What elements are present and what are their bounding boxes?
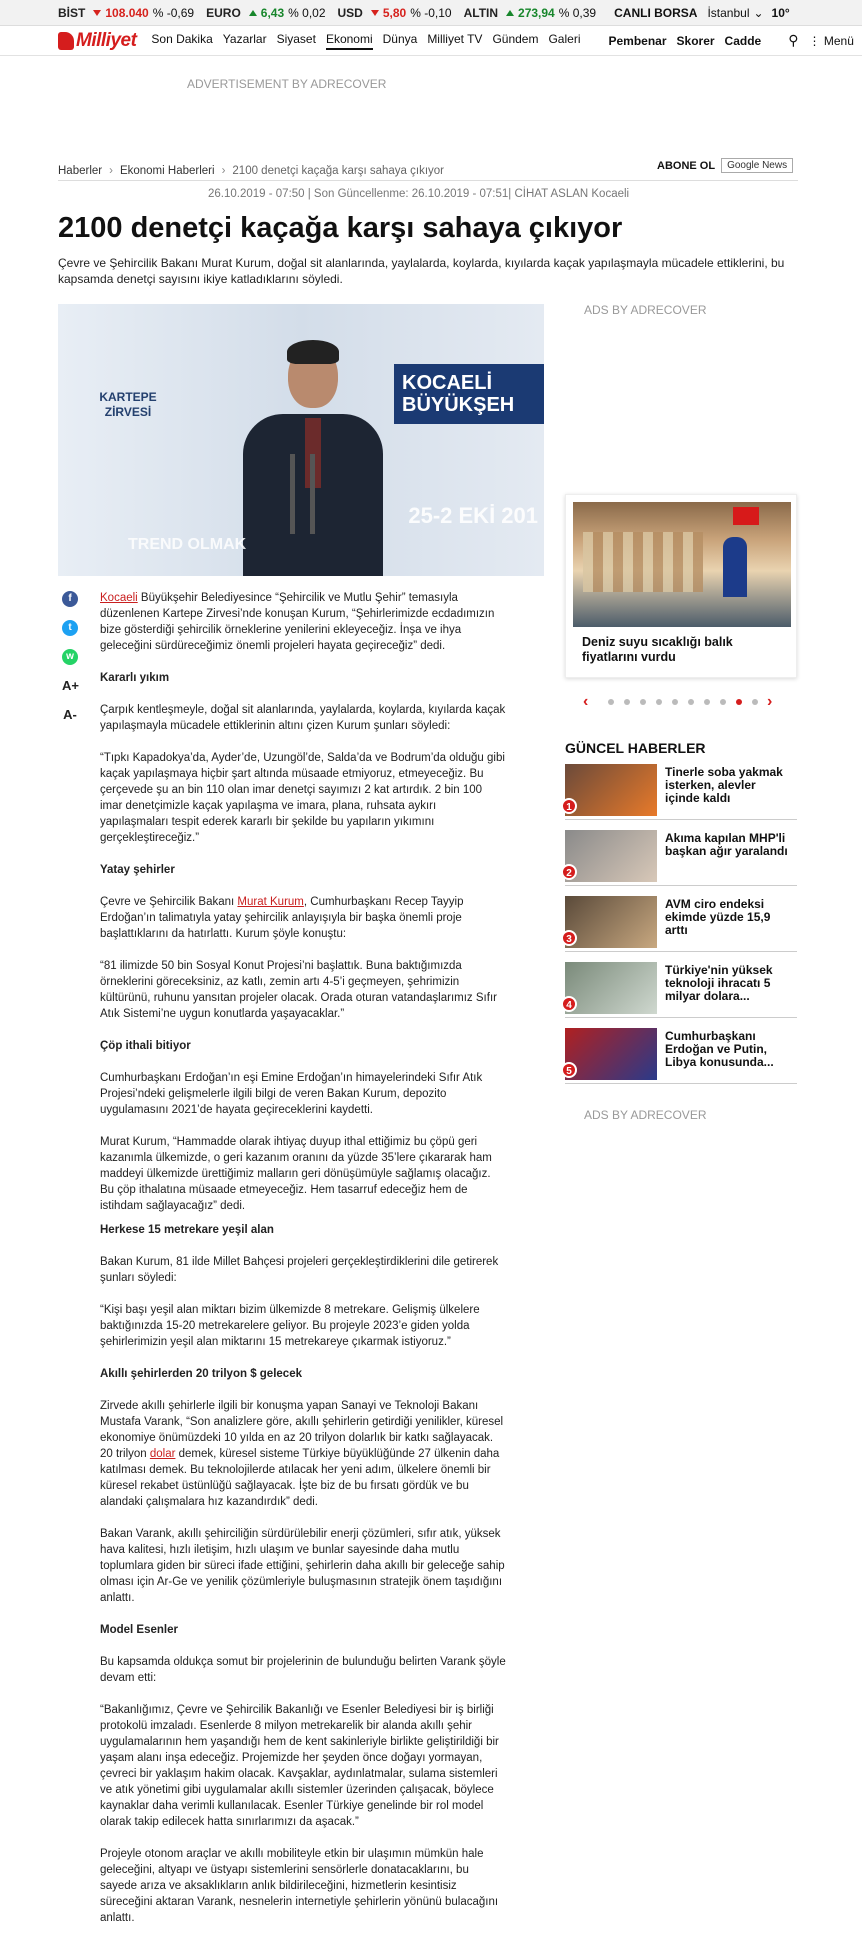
logo-mark-icon <box>58 32 74 50</box>
subheading: Model Esenler <box>100 1624 178 1636</box>
arrow-down-icon <box>371 10 379 16</box>
search-icon[interactable]: ⚲ <box>788 32 799 48</box>
article-spot: Çevre ve Şehircilik Bakanı Murat Kurum, doğal sit alanlarında, yaylalarda, koylarda, kıyılarda kaçak yapılaşmayla mücadele ettiklerini, bu kapsamda denetçi sayısını ikiye katladıklarını söyledi. <box>58 256 785 286</box>
news-thumbnail <box>565 764 657 816</box>
subscribe-area <box>657 158 793 173</box>
news-title: Akıma kapılan MHP'li başkan ağır yaralandı <box>665 832 788 858</box>
ticker-item[interactable] <box>338 6 452 20</box>
subheading: Yatay şehirler <box>100 864 175 876</box>
menu-button[interactable]: ⋮ Menü <box>808 33 854 48</box>
font-increase-icon[interactable]: A+ <box>62 678 79 693</box>
pager-dot[interactable] <box>672 699 678 705</box>
paragraph: Zirvede akıllı şehirlerle ilgili bir konuşma yapan Sanayi ve Teknoloji Bakanı Mustafa Varank, “Son analizlere göre, akıllı şehirlerin getirdiği yenilikler, küresel ekonomiye önümüzdeki 10 yılda en az 20 trilyon dolarlık bir katkı sağlayacak. 20 trilyon dolar demek, küresel sisteme Türkiye büyüklüğünde 27 ülkenin daha katılması demek. Bu teknolojilerde atılacak her yeni adım, ülkelere önemli bir küresel rekabet üstünlüğü sağlayacak. İşte biz de bu fırsatı gördük ve bu alandaki çalışmalara hız kazandırdık” dedi. <box>100 1400 504 1508</box>
article-body <box>100 590 506 1942</box>
news-title: Cumhurbaşkanı Erdoğan ve Putin, Libya konusunda... <box>665 1030 774 1069</box>
chevron-left-icon[interactable]: ‹ <box>583 693 589 710</box>
chevron-right-icon: › <box>221 164 226 177</box>
arrow-up-icon <box>506 10 514 16</box>
fish-market-image <box>573 502 791 627</box>
rank-badge: 5 <box>561 1062 577 1078</box>
ticker-name: USD <box>337 5 363 20</box>
article-meta: 26.10.2019 - 07:50 | Son Güncellenme: 26.10.2019 - 07:51| CİHAT ASLAN Kocaeli <box>208 188 630 200</box>
nav-item[interactable]: Gündem <box>492 31 539 46</box>
nav-item-bold[interactable]: Skorer <box>676 33 715 48</box>
ticker-item[interactable] <box>464 6 597 20</box>
trend-text: TREND OLMAK <box>128 536 247 553</box>
ticker-change: 0,39 <box>572 5 597 20</box>
ticker-unit: % <box>152 5 164 20</box>
microphone-icon <box>310 454 315 534</box>
nav-item[interactable]: Dünya <box>382 31 418 46</box>
paragraph: Kocaeli Büyükşehir Belediyesince “Şehircilik ve Mutlu Şehir” temasıyla düzenlenen Kartepe Zirvesi’nde konuşan Kurum, “Şehirlerimizde ecdadımızın bize gösterdiği şehircilik örneklerine yenilerini ekleyeceğiz. İnşa ve ihya geleceğini sürdüreceğimiz önemli projeleri hayata geçireceğiz” dedi. <box>100 592 495 652</box>
nav-item[interactable]: Yazarlar <box>222 31 267 46</box>
arrow-down-icon <box>93 10 101 16</box>
nav-item[interactable]: Son Dakika <box>151 31 213 46</box>
ticker-value: 5,80 <box>382 5 407 20</box>
nav-item[interactable]: Galeri <box>548 31 581 46</box>
event-date-text: 25-2 EKİ 201 <box>408 503 538 528</box>
chevron-right-icon: › <box>109 164 113 177</box>
ticker-change: -0,69 <box>166 5 195 20</box>
canli-borsa-link[interactable]: CANLI BORSA <box>614 5 698 20</box>
market-ticker <box>0 0 862 26</box>
twitter-icon[interactable]: t <box>62 620 78 636</box>
ticker-name: ALTIN <box>463 5 499 20</box>
ticker-value: 273,94 <box>518 5 555 20</box>
paragraph: “Bakanlığımız, Çevre ve Şehircilik Bakanlığı ve Esenler Belediyesi bir iş birliği protokolü imzaladı. Esenlerde 8 milyon metrekarelik bir alanda akıllı şehir uygulamalarının hem yaşandığı hem de kent sakinleriyle birlikte geliştirildiği bir yaşam alanı inşa edeceğiz. Projemizde her şeyden önce doğayı yormayan, çevreci bir yaklaşım hakim olacak. Kavşaklar, aydınlatmalar, sulama sistemleri ve atık yönetimi gibi uygulamalar akıllı sistemler üzerinden çalışacak, böylece kaynaklar daha verimli kullanılacak. Esenler Türkiye genelinde bir rol model olarak takip edilecek hatta sınırlarımızı da aşacak.” <box>100 1704 499 1828</box>
kartepe-banner: KARTEPE ZİRVESİ <box>99 390 157 419</box>
weather-city[interactable]: İstanbul <box>707 5 750 20</box>
share-bar <box>62 591 78 736</box>
weather-temp: 10° <box>771 5 790 20</box>
news-title: AVM ciro endeksi ekimde yüzde 15,9 arttı <box>665 898 771 937</box>
ticker-value: 108.040 <box>105 5 149 20</box>
ticker-change: 0,02 <box>302 5 326 20</box>
news-title: Tinerle soba yakmak isterken, alevler içinde kaldı <box>665 766 783 805</box>
news-thumbnail <box>565 962 657 1014</box>
ticker-unit: % <box>558 5 570 20</box>
whatsapp-icon[interactable]: w <box>62 649 78 665</box>
breadcrumb-current: 2100 denetçi kaçağa karşı sahaya çıkıyor <box>232 164 444 177</box>
breadcrumb-haberler[interactable]: Haberler <box>58 164 103 177</box>
main-nav <box>0 26 862 56</box>
subheading: Kararlı yıkım <box>100 672 170 684</box>
subheading: Çöp ithali bitiyor <box>100 1040 191 1052</box>
article-title: 2100 denetçi kaçağa karşı sahaya çıkıyor <box>58 212 623 244</box>
nav-item[interactable]: Milliyet TV <box>427 31 483 46</box>
rank-badge: 4 <box>561 996 577 1012</box>
nav-item[interactable]: Siyaset <box>276 31 316 46</box>
news-list-item[interactable] <box>565 1024 797 1084</box>
facebook-icon[interactable]: f <box>62 591 78 607</box>
pager-dot[interactable] <box>752 699 758 705</box>
pager-dot[interactable] <box>640 699 646 705</box>
paragraph: Projeyle otonom araçlar ve akıllı mobiliteyle etkin bir ulaşımın mümkün hale geleceğini, altyapı ve üstyapı sistemlerini sensörlerle donatacaklarını, bu sayede arıza ve aksaklıkların anlık bildirileceğini, hizmetlerin kesintisiz süreceğini aktaran Varank, nesnelerin internetiyle şehirlerin yönünü bulacağını anlattı. <box>100 1848 499 1924</box>
rank-badge: 1 <box>561 798 577 814</box>
google-news-button[interactable]: Google News <box>721 158 793 173</box>
paragraph: Bu kapsamda oldukça somut bir projelerinin de bulunduğu belirten Varank şöyle devam etti: <box>100 1656 506 1684</box>
ticker-item[interactable] <box>206 6 325 20</box>
kocaeli-banner: KOCAELİ BÜYÜKŞEH <box>394 364 544 424</box>
paragraph: Bakan Varank, akıllı şehirciliğin sürdürülebilir enerji çözümleri, sıfır atık, yüksek hava kalitesi, hızlı iletişim, hızlı ulaşım ve bunlar sayesinde daha mutlu toplumlara giden bir süreci ifade ettiğini, şehirlerin daha akıllı bir geleceğe sahip olması için Ar-Ge ve yenilik çözümleriyle buluşmasının stratejik önem taşıdığını anlattı. <box>100 1528 505 1604</box>
paragraph: Cumhurbaşkanı Erdoğan’ın eşi Emine Erdoğan’ın himayelerindeki Sıfır Atık Projesi’ndeki gelişmelerle ilgili bilgi de veren Bakan Kurum, depozito uygulamasını 2021’de hayata geçireceklerini kaydetti. <box>100 1072 483 1116</box>
news-list-item[interactable] <box>565 760 797 820</box>
guncel-haberler-heading: GÜNCEL HABERLER <box>565 740 706 756</box>
paragraph: “Kişi başı yeşil alan miktarı bizim ülkemizde 8 metrekare. Gelişmiş ülkelere baktığınızda 15-20 metrekarelere geliyor. Bu projeyle 2023’e giden yolda şehirlerimizin yeşil alan miktarını 15 metrekareye çıkarmak istiyoruz.” <box>100 1304 480 1348</box>
slider-news-card[interactable] <box>565 494 797 678</box>
rank-badge: 2 <box>561 864 577 880</box>
news-title: Türkiye'nin yüksek teknoloji ihracatı 5 milyar dolara... <box>665 964 773 1003</box>
dolar-link[interactable]: dolar <box>149 1448 176 1460</box>
rank-badge: 3 <box>561 930 577 946</box>
ticker-name: BİST <box>58 5 86 20</box>
subheading: Herkese 15 metrekare yeşil alan <box>100 1224 274 1236</box>
ad-label-sidebar: ADS BY ADRECOVER <box>584 303 707 317</box>
font-decrease-icon[interactable]: A- <box>63 707 77 722</box>
paragraph: Çarpık kentleşmeyle, doğal sit alanlarında, yaylalarda, koylarda, kıyılarda kaçak yapılaşmayla mücadele ettiklerinin altını çizen Kurum şunları söyledi: <box>100 704 506 732</box>
pager-dot[interactable] <box>624 699 630 705</box>
subheading: Akıllı şehirlerden 20 trilyon $ gelecek <box>100 1368 302 1380</box>
abone-ol-label[interactable]: ABONE OL <box>657 159 716 172</box>
pager-dot[interactable] <box>656 699 662 705</box>
pager-dot[interactable] <box>720 699 726 705</box>
slider-news-title: Deniz suyu sıcaklığı balık fiyatlarını vurdu <box>582 635 733 664</box>
nav-item[interactable]: Ekonomi <box>326 32 373 50</box>
paragraph: Bakan Kurum, 81 ilde Millet Bahçesi projeleri gerçekleştirdiklerini dile getirerek şunları söyledi: <box>100 1256 499 1284</box>
chevron-down-icon[interactable]: ⌄ <box>753 5 764 20</box>
ticker-change: -0,10 <box>424 5 452 20</box>
ticker-item[interactable] <box>58 6 194 20</box>
ticker-unit: % <box>288 5 299 20</box>
murat-kurum-link[interactable]: Murat Kurum <box>237 896 304 908</box>
slider-pager <box>583 694 783 710</box>
news-list-item[interactable] <box>565 958 797 1018</box>
microphone-icon <box>290 454 295 534</box>
news-thumbnail <box>565 896 657 948</box>
paragraph: Çevre ve Şehircilik Bakanı Murat Kurum, Cumhurbaşkanı Recep Tayyip Erdoğan’ın talimatıyla yatay şehircilik anlayışıyla bir başka önemli proje başlattıklarını da hatırlattı. Kurum şöyle konuştu: <box>100 896 464 940</box>
news-thumbnail <box>565 1028 657 1080</box>
paragraph: “Tıpkı Kapadokya’da, Ayder’de, Uzungöl’de, Salda’da ve Bodrum’da olduğu gibi kaçak yapılaşmaya hiçbir şart altında müsaade etmiyoruz, etmeyeceğiz. Bu çerçevede şu an bin 110 olan imar denetçi sayımızı 2 kat artırdık. 2 bin 100 imar denetçimizle kaçak yapılaşma ve imara, plana, ruhsata aykırı yapılaşmaları tespit ederek kararlı bir şekilde bu yapıların yıkımını gerçekleştireceğiz.” <box>100 752 505 844</box>
pager-dot[interactable] <box>688 699 694 705</box>
arrow-up-icon <box>249 10 257 16</box>
chevron-right-icon[interactable]: › <box>767 693 773 710</box>
ad-label-top: ADVERTISEMENT BY ADRECOVER <box>187 77 387 91</box>
news-thumbnail <box>565 830 657 882</box>
ticker-value: 6,43 <box>260 5 285 20</box>
nav-item-bold[interactable]: Cadde <box>724 33 762 48</box>
paragraph: “81 ilimizde 50 bin Sosyal Konut Projesi’ni başlattık. Buna baktığımızda örneklerini göreceksiniz, az katlı, zemin artı 4-5’i geçmeyen, şehrimizin kültürünü, ruhunu yansıtan projeler olacak. Orada oturan vatandaşlarımız Sıfır Atık Sistemi’ne uygun konutlarda yaşayacaklar.” <box>100 960 497 1020</box>
ticker-unit: % <box>410 5 421 20</box>
pager-dot[interactable] <box>608 699 614 705</box>
milliyet-logo[interactable]: Milliyet <box>58 30 136 52</box>
nav-item-bold[interactable]: Pembenar <box>608 33 667 48</box>
news-list-item[interactable] <box>565 892 797 952</box>
pager-dot[interactable] <box>704 699 710 705</box>
kocaeli-link[interactable]: Kocaeli <box>100 592 138 604</box>
news-list-item[interactable] <box>565 826 797 886</box>
pager-dot[interactable] <box>736 699 742 705</box>
article-photo <box>58 304 544 576</box>
ad-label-sidebar-bottom: ADS BY ADRECOVER <box>584 1108 707 1122</box>
ticker-name: EURO <box>206 5 241 20</box>
paragraph: Murat Kurum, “Hammadde olarak ihtiyaç duyup ithal ettiğimiz bu çöpü geri kazanımla ülkemizde, o geri kazanım oranını da yüzde 35’lere çıkararak ham maddeyi ülkemizde ürettiğimiz malların geri dönüşümüyle sağlamış olacağız. Bu çöp ithalatına müsaade etmeyeceğiz. Hem tasarruf edeceğiz hem de istihdam sağlayacağız” dedi. <box>100 1136 492 1212</box>
breadcrumb-ekonomi[interactable]: Ekonomi Haberleri <box>119 164 215 177</box>
